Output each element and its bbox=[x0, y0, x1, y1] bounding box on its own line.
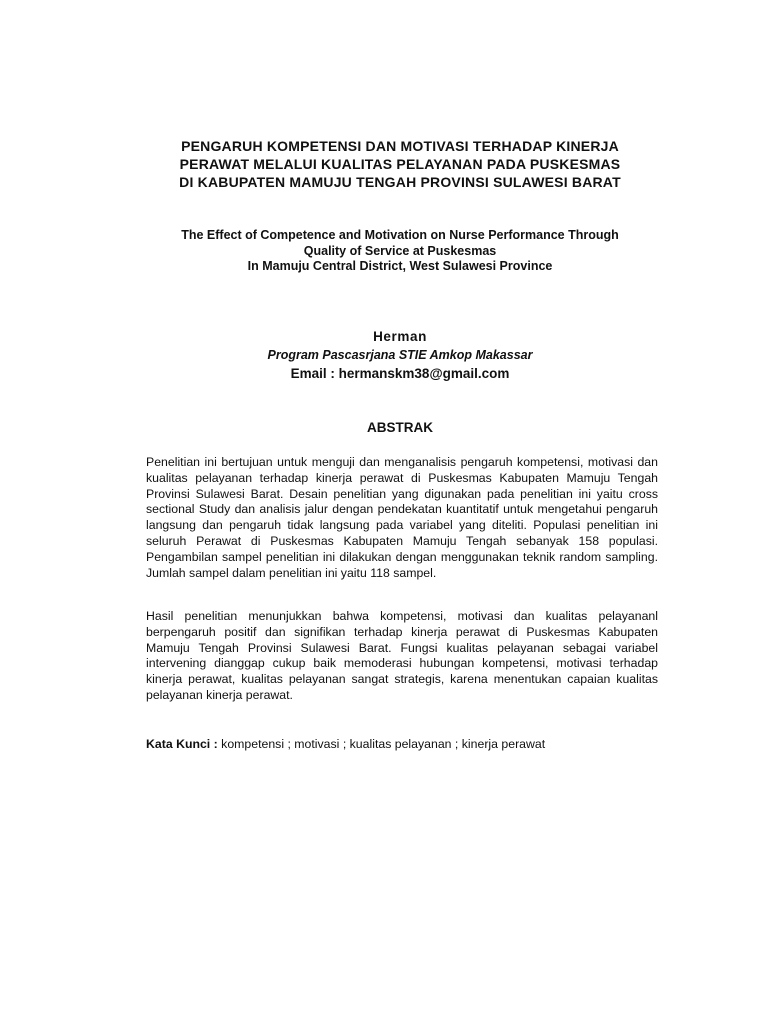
keywords-label: Kata Kunci : bbox=[146, 737, 218, 751]
keywords-list: kompetensi ; motivasi ; kualitas pelayanan ; kinerja perawat bbox=[217, 737, 546, 751]
abstract-paragraph-2: Hasil penelitian menunjukkan bahwa kompetensi, motivasi dan kualitas pelayananl berpengaruh positif dan signifikan terhadap kinerja perawat di Puskesmas Kabupaten Mamuju Tengah Provinsi Sulawesi Barat. Fungsi kualitas pelayanan sebagai variabel intervening dianggap cukup baik memoderasi hubungan kompetensi, motivasi terhadap kinerja perawat, kualitas pelayanan sangat strategis, karena menentukan capaian kualitas pelayanan kinerja perawat. bbox=[146, 609, 658, 702]
title-english-line-1: The Effect of Competence and Motivation on Nurse Performance Through bbox=[181, 228, 619, 242]
title-indonesian-line-2: PERAWAT MELALUI KUALITAS PELAYANAN PADA PUSKESMAS bbox=[179, 156, 621, 172]
title-english-line-3: In Mamuju Central District, West Sulawesi Province bbox=[247, 259, 553, 273]
abstract-paragraph-1: Penelitian ini bertujuan untuk menguji dan menganalisis pengaruh kompetensi, motivasi dan kualitas pelayanan terhadap kinerja perawat di Puskesmas Kabupaten Mamuju Tengah Provinsi Sulawesi Barat. Desain penelitian yang digunakan pada penelitian ini yaitu cross sectional Study dan analisis jalur dengan pendekatan kuantitatif untuk mengetahui pengaruh langsung dan pengaruh tidak langsung pada variabel yang diteliti. Populasi penelitian ini seluruh Perawat di Puskesmas Kabupaten Mamuju Tengah sebanyak 158 populasi. Pengambilan sampel penelitian ini dilakukan dengan menggunakan teknik random sampling. Jumlah sampel dalam penelitian ini yaitu 118 sampel. bbox=[146, 455, 658, 580]
author-affiliation: Program Pascasrjana STIE Amkop Makassar bbox=[267, 348, 533, 362]
author-email: Email : hermanskm38@gmail.com bbox=[290, 366, 510, 381]
keywords-line bbox=[146, 736, 666, 752]
abstract-heading: ABSTRAK bbox=[367, 420, 433, 435]
title-english bbox=[100, 228, 700, 275]
title-indonesian-line-1: PENGARUH KOMPETENSI DAN MOTIVASI TERHADAP KINERJA bbox=[181, 138, 619, 154]
title-english-line-2: Quality of Service at Puskesmas bbox=[303, 243, 497, 258]
title-indonesian bbox=[100, 137, 700, 191]
title-indonesian-line-3: DI KABUPATEN MAMUJU TENGAH PROVINSI SULAWESI BARAT bbox=[179, 174, 621, 190]
author-name: Herman bbox=[373, 329, 427, 344]
